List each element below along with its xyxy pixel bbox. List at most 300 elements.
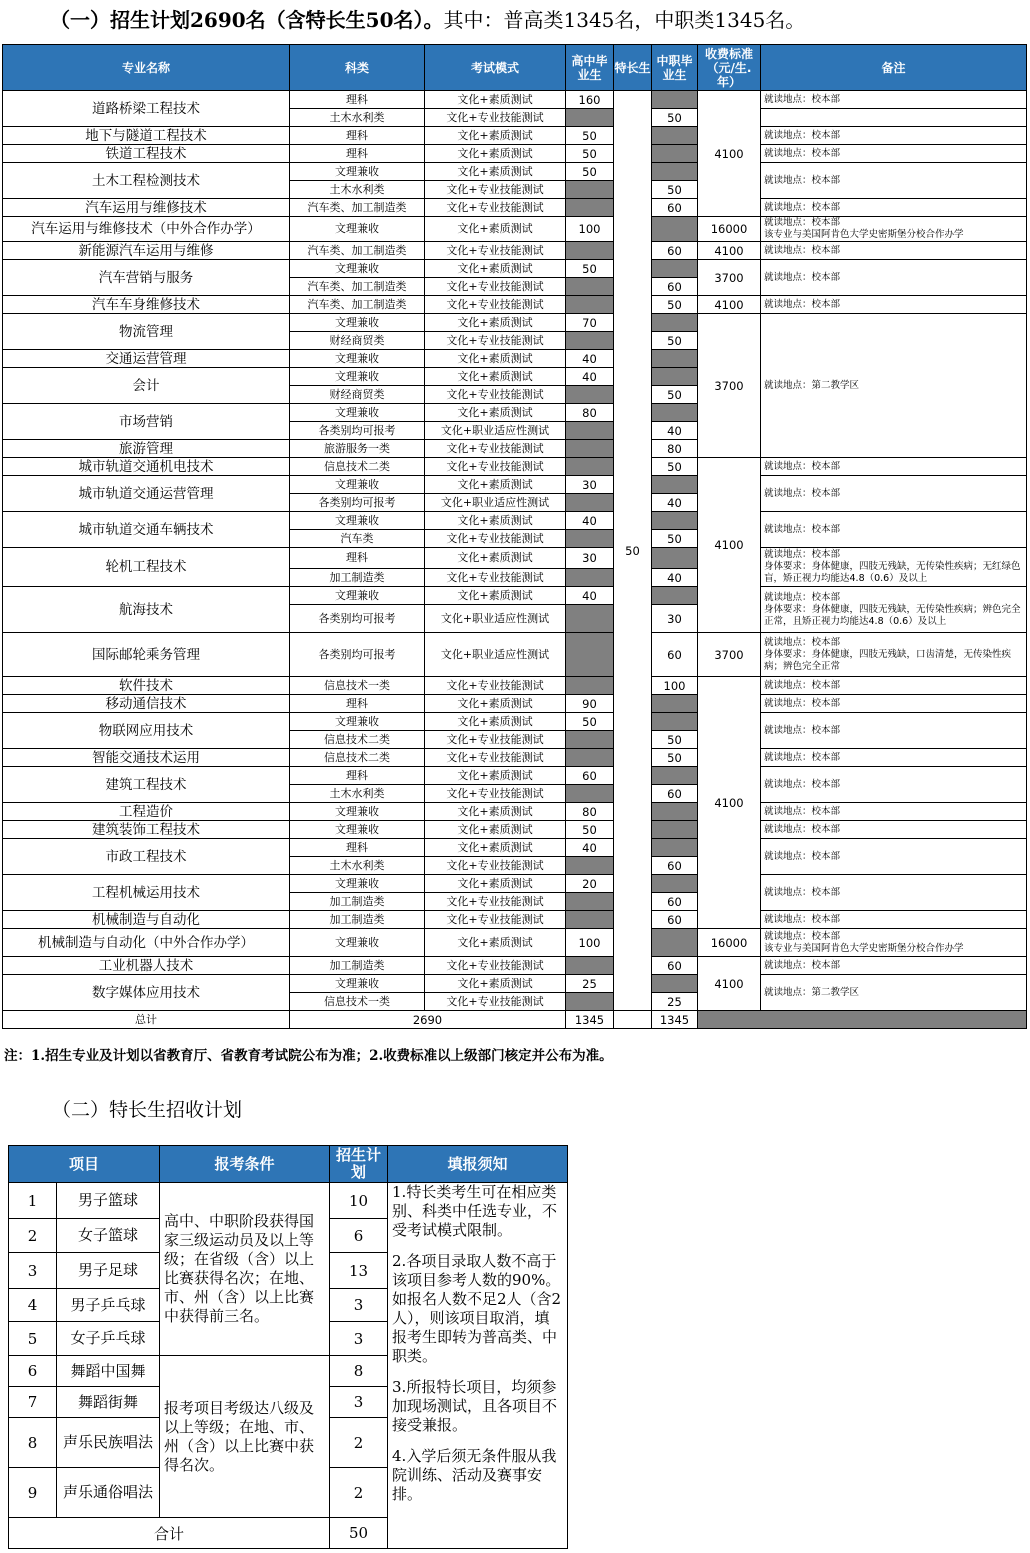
hs-quota [566,332,614,350]
hs-quota: 40 [566,350,614,368]
hs-quota: 50 [566,713,614,731]
subject-category: 汽车类、加工制造类 [290,199,425,217]
hs-quota [566,296,614,314]
major-name: 物流管理 [3,314,290,350]
table-row [3,929,1027,957]
col-exam-mode: 考试模式 [425,45,566,91]
exam-mode: 文化+专业技能测试 [425,893,566,911]
exam-mode: 文化+素质测试 [425,314,566,332]
fee: 4100 [698,677,761,929]
hs-quota [566,440,614,458]
vs-quota [652,695,698,713]
vs-quota [652,145,698,163]
remark: 就读地点：校本部 [761,767,1027,803]
item-name: 男子篮球 [57,1183,160,1219]
major-name: 汽车运用与维修技术（中外合作办学） [3,217,290,242]
table-row [3,839,1027,857]
hs-quota: 40 [566,839,614,857]
major-name: 物联网应用技术 [3,713,290,749]
item-number: 2 [9,1219,57,1253]
major-name: 新能源汽车运用与维修 [3,242,290,260]
subject-category: 土木水利类 [290,785,425,803]
hs-quota: 50 [566,163,614,181]
hs-quota [566,911,614,929]
table1-header-row [3,45,1027,91]
item-quota: 2 [330,1468,388,1518]
subject-category: 各类别均可报考 [290,633,425,677]
hs-quota [566,857,614,875]
exam-mode: 文化+专业技能测试 [425,278,566,296]
vs-quota: 40 [652,422,698,440]
subject-category: 加工制造类 [290,893,425,911]
vs-quota [652,929,698,957]
table-row [3,749,1027,767]
instruction-item: 1.特长类考生可在相应类别、科类中任选专业，不受考试模式限制。 [392,1183,558,1239]
table-row [3,296,1027,314]
vs-quota [652,821,698,839]
table-row [3,91,1027,109]
exam-mode: 文化+专业技能测试 [425,181,566,199]
remark: 就读地点：校本部 [761,749,1027,767]
item-quota: 6 [330,1219,388,1253]
table-row [3,127,1027,145]
table-row [3,199,1027,217]
vs-quota: 50 [652,749,698,767]
subject-category: 信息技术二类 [290,749,425,767]
remark: 就读地点：校本部 [761,296,1027,314]
vs-quota [652,350,698,368]
vs-quota: 60 [652,785,698,803]
major-name: 地下与隧道工程技术 [3,127,290,145]
major-name: 国际邮轮乘务管理 [3,633,290,677]
item-quota: 13 [330,1253,388,1289]
vs-quota: 100 [652,677,698,695]
fee: 4100 [698,458,761,633]
hs-quota: 40 [566,368,614,386]
subject-category: 文理兼收 [290,368,425,386]
subject-category: 土木水利类 [290,181,425,199]
item-name: 女子篮球 [57,1219,160,1253]
exam-mode: 文化+专业技能测试 [425,993,566,1011]
item-quota: 3 [330,1322,388,1356]
remark: 就读地点：校本部 [761,512,1027,548]
fee: 16000 [698,929,761,957]
exam-mode: 文化+职业适应性测试 [425,494,566,512]
exam-mode: 文化+专业技能测试 [425,109,566,127]
exam-mode: 文化+素质测试 [425,821,566,839]
remark: 就读地点：校本部 [761,957,1027,975]
vs-quota: 40 [652,494,698,512]
table-row [3,767,1027,785]
table-row [3,875,1027,893]
hs-quota [566,458,614,476]
instruction-item: 4.入学后须无条件服从我院训练、活动及赛事安排。 [392,1447,557,1503]
vs-quota: 60 [652,857,698,875]
exam-mode: 文化+专业技能测试 [425,458,566,476]
col-item: 项目 [9,1146,160,1183]
heading1-rest: 其中：普高类1345名，中职类1345名。 [443,8,806,32]
major-name: 汽车营销与服务 [3,260,290,296]
remark: 就读地点：校本部 该专业与美国阿肯色大学史密斯堡分校合作办学 [761,217,1027,242]
vs-quota: 50 [652,731,698,749]
item-name: 声乐民族唱法 [57,1418,160,1468]
hs-quota: 50 [566,127,614,145]
subject-category: 汽车类、加工制造类 [290,278,425,296]
exam-mode: 文化+素质测试 [425,260,566,278]
major-name: 建筑装饰工程技术 [3,821,290,839]
item-number: 8 [9,1418,57,1468]
exam-mode: 文化+素质测试 [425,368,566,386]
vs-quota [652,404,698,422]
hs-quota [566,278,614,296]
vs-quota: 80 [652,440,698,458]
table-row [3,242,1027,260]
item-quota: 2 [330,1418,388,1468]
exam-mode: 文化+专业技能测试 [425,199,566,217]
item-number: 6 [9,1356,57,1387]
item-quota: 3 [330,1289,388,1322]
exam-mode: 文化+专业技能测试 [425,857,566,875]
exam-mode: 文化+素质测试 [425,163,566,181]
table-row [3,821,1027,839]
subject-category: 信息技术一类 [290,993,425,1011]
hs-quota [566,605,614,633]
remark: 就读地点：第二教学区 [761,975,1027,1011]
vs-quota: 60 [652,893,698,911]
exam-mode: 文化+素质测试 [425,217,566,242]
instruction-item: 3.所报特长项目，均须参加现场测试，且各项目不接受兼报。 [392,1378,558,1434]
exam-mode: 文化+专业技能测试 [425,332,566,350]
subject-category: 理科 [290,127,425,145]
subject-category: 财经商贸类 [290,332,425,350]
remark: 就读地点：校本部 [761,91,1027,109]
exam-mode: 文化+专业技能测试 [425,749,566,767]
fee: 4100 [698,957,761,1011]
hs-quota [566,731,614,749]
vs-quota: 60 [652,633,698,677]
remark: 就读地点：校本部 [761,911,1027,929]
hs-quota [566,785,614,803]
condition-sports: 高中、中职阶段获得国家三级运动员及以上等级；在省级（含）以上比赛获得名次；在地、市、州（含）以上比赛中获得前三名。 [160,1183,330,1356]
hs-quota: 50 [566,260,614,278]
fee: 3700 [698,633,761,677]
subject-category: 汽车类 [290,530,425,548]
exam-mode: 文化+素质测试 [425,929,566,957]
col-subject: 科类 [290,45,425,91]
table2-body [9,1183,568,1549]
remark: 就读地点：校本部 该专业与美国阿肯色大学史密斯堡分校合作办学 [761,929,1027,957]
subject-category: 土木水利类 [290,109,425,127]
total-label: 总计 [3,1011,290,1029]
exam-mode: 文化+专业技能测试 [425,530,566,548]
vs-quota: 50 [652,109,698,127]
subject-category: 文理兼收 [290,975,425,993]
heading1-bold: （一）招生计划2690名（含特长生50名）。 [50,8,444,32]
subject-category: 文理兼收 [290,163,425,181]
vs-quota: 50 [652,458,698,476]
table-row [3,957,1027,975]
subject-category: 汽车类、加工制造类 [290,242,425,260]
subject-category: 文理兼收 [290,217,425,242]
subject-category: 文理兼收 [290,350,425,368]
hs-quota: 80 [566,404,614,422]
item-number: 7 [9,1387,57,1418]
major-name: 软件技术 [3,677,290,695]
exam-mode: 文化+素质测试 [425,875,566,893]
exam-mode: 文化+素质测试 [425,350,566,368]
table-row [3,633,1027,677]
table-row [3,163,1027,181]
total-gray [698,1011,1027,1029]
exam-mode: 文化+专业技能测试 [425,957,566,975]
major-name: 建筑工程技术 [3,767,290,803]
exam-mode: 文化+专业技能测试 [425,386,566,404]
hs-quota: 20 [566,875,614,893]
exam-mode: 文化+素质测试 [425,476,566,494]
subject-category: 文理兼收 [290,875,425,893]
fee: 3700 [698,314,761,458]
condition-arts: 报考项目考级达八级及以上等级；在地、市、州（含）以上比赛中获得名次。 [160,1356,330,1518]
subject-category: 信息技术二类 [290,458,425,476]
exam-mode: 文化+素质测试 [425,587,566,605]
vs-quota: 50 [652,530,698,548]
exam-mode: 文化+素质测试 [425,695,566,713]
remark: 就读地点：校本部 [761,821,1027,839]
major-name: 交通运营管理 [3,350,290,368]
hs-quota [566,386,614,404]
vs-quota [652,91,698,109]
exam-mode: 文化+职业适应性测试 [425,422,566,440]
subject-category: 文理兼收 [290,314,425,332]
subject-category: 汽车类、加工制造类 [290,296,425,314]
vs-quota [652,217,698,242]
remark: 就读地点：校本部 [761,677,1027,695]
table-row [3,512,1027,530]
footnote: 注：1.招生专业及计划以省教育厅、省教育考试院公布为准；2.收费标准以上级部门核定并公布为准。 [4,1048,613,1064]
vs-quota [652,368,698,386]
major-name: 移动通信技术 [3,695,290,713]
col-condition: 报考条件 [160,1146,330,1183]
vs-quota [652,163,698,181]
major-name: 城市轨道交通机电技术 [3,458,290,476]
item-name: 舞蹈中国舞 [57,1356,160,1387]
vs-quota: 60 [652,911,698,929]
vs-quota [652,975,698,993]
vs-quota [652,314,698,332]
hs-quota: 25 [566,975,614,993]
item-name: 男子乒乓球 [57,1289,160,1322]
remark: 就读地点：校本部 [761,713,1027,749]
vs-quota [652,548,698,569]
exam-mode: 文化+素质测试 [425,404,566,422]
table-row [9,1183,568,1219]
subject-category: 加工制造类 [290,957,425,975]
col-specialty: 特长生 [614,45,652,91]
item-quota: 3 [330,1387,388,1418]
major-name: 轮机工程技术 [3,548,290,587]
major-name: 市场营销 [3,404,290,440]
exam-mode: 文化+专业技能测试 [425,296,566,314]
vs-quota: 25 [652,993,698,1011]
table-row [3,803,1027,821]
major-name: 智能交通技术运用 [3,749,290,767]
vs-quota [652,127,698,145]
remark: 就读地点：校本部 [761,145,1027,163]
col-hs-grad: 高中毕业生 [566,45,614,91]
major-name: 土木工程检测技术 [3,163,290,199]
hs-quota [566,181,614,199]
vs-quota: 60 [652,242,698,260]
vs-quota [652,839,698,857]
hs-quota: 60 [566,767,614,785]
major-name: 城市轨道交通运营管理 [3,476,290,512]
remark [761,109,1027,127]
exam-mode: 文化+素质测试 [425,512,566,530]
vs-quota: 50 [652,181,698,199]
table-row [3,458,1027,476]
item-quota: 10 [330,1183,388,1219]
hs-quota [566,199,614,217]
hs-quota: 80 [566,803,614,821]
item-number: 3 [9,1253,57,1289]
major-name: 机械制造与自动化 [3,911,290,929]
remark: 就读地点：校本部 [761,458,1027,476]
remark: 就读地点：校本部 身体要求：身体健康，四肢无残缺，无传染性疾病；辨色完全正常，且矫正视力均能达4.8（0.6）及以上 [761,587,1027,633]
vs-quota: 40 [652,569,698,587]
table-row [3,260,1027,278]
major-name: 市政工程技术 [3,839,290,875]
hs-quota: 90 [566,695,614,713]
subject-category: 各类别均可报考 [290,422,425,440]
hs-quota: 30 [566,548,614,569]
subject-category: 文理兼收 [290,713,425,731]
subject-category: 文理兼收 [290,821,425,839]
item-name: 女子乒乓球 [57,1322,160,1356]
exam-mode: 文化+专业技能测试 [425,785,566,803]
table-row [3,476,1027,494]
hs-quota: 40 [566,512,614,530]
fee: 4100 [698,242,761,260]
remark: 就读地点：校本部 [761,476,1027,512]
subject-category: 财经商贸类 [290,386,425,404]
subject-category: 文理兼收 [290,512,425,530]
hs-quota [566,749,614,767]
vs-quota [652,767,698,785]
remark: 就读地点：校本部 [761,199,1027,217]
exam-mode: 文化+专业技能测试 [425,911,566,929]
major-name: 数字媒体应用技术 [3,975,290,1011]
item-quota: 8 [330,1356,388,1387]
fee: 16000 [698,217,761,242]
table-row [3,314,1027,332]
total-vs: 1345 [652,1011,698,1029]
section1-heading [50,4,805,33]
fee: 4100 [698,91,761,217]
exam-mode: 文化+素质测试 [425,975,566,993]
total-row [3,1011,1027,1029]
instructions [388,1183,568,1549]
vs-quota [652,260,698,278]
remark: 就读地点：校本部 [761,875,1027,911]
hs-quota [566,893,614,911]
table-row [3,911,1027,929]
exam-mode: 文化+素质测试 [425,127,566,145]
table-row [3,713,1027,731]
item-name: 声乐通俗唱法 [57,1468,160,1518]
major-name: 道路桥梁工程技术 [3,91,290,127]
hs-quota [566,569,614,587]
major-name: 旅游管理 [3,440,290,458]
vs-quota: 30 [652,605,698,633]
exam-mode: 文化+素质测试 [425,767,566,785]
subject-category: 理科 [290,548,425,569]
remark: 就读地点：校本部 [761,839,1027,875]
remark: 就读地点：校本部 [761,163,1027,199]
table1-body [3,91,1027,1029]
fee: 3700 [698,260,761,296]
item-number: 1 [9,1183,57,1219]
fee: 4100 [698,296,761,314]
total-label: 合计 [9,1518,330,1549]
vs-quota [652,512,698,530]
major-name: 工业机器人技术 [3,957,290,975]
vs-quota: 50 [652,332,698,350]
exam-mode: 文化+素质测试 [425,839,566,857]
subject-category: 各类别均可报考 [290,605,425,633]
subject-category: 文理兼收 [290,404,425,422]
exam-mode: 文化+专业技能测试 [425,677,566,695]
remark: 就读地点：校本部 [761,695,1027,713]
vs-quota [652,713,698,731]
instruction-item: 2.各项目录取人数不高于该项目参考人数的90%。如报名人数不足2人（含2人），则该项目取消，填报考生即转为普高类、中职类。 [392,1252,562,1365]
item-name: 男子足球 [57,1253,160,1289]
total-specialty-blank [614,1011,652,1029]
total-all: 2690 [290,1011,566,1029]
subject-category: 信息技术二类 [290,731,425,749]
exam-mode: 文化+专业技能测试 [425,731,566,749]
table2-header-row [9,1146,568,1183]
subject-category: 旅游服务一类 [290,440,425,458]
remark: 就读地点：校本部 [761,242,1027,260]
item-number: 9 [9,1468,57,1518]
major-name: 航海技术 [3,587,290,633]
hs-quota [566,242,614,260]
remark: 就读地点：校本部 身体要求：身体健康，四肢无残缺，无传染性疾病；无红绿色盲，矫正视力均能达4.8（0.6）及以上 [761,548,1027,587]
col-quota: 招生计划 [330,1146,388,1183]
subject-category: 理科 [290,767,425,785]
exam-mode: 文化+专业技能测试 [425,440,566,458]
subject-category: 理科 [290,839,425,857]
vs-quota [652,803,698,821]
total-value: 50 [330,1518,388,1549]
hs-quota [566,957,614,975]
table-row [3,695,1027,713]
subject-category: 理科 [290,695,425,713]
hs-quota [566,993,614,1011]
hs-quota [566,633,614,677]
hs-quota: 100 [566,929,614,957]
hs-quota [566,494,614,512]
vs-quota: 60 [652,957,698,975]
major-name: 铁道工程技术 [3,145,290,163]
exam-mode: 文化+素质测试 [425,713,566,731]
hs-quota: 40 [566,587,614,605]
subject-category: 理科 [290,145,425,163]
subject-category: 信息技术一类 [290,677,425,695]
subject-category: 各类别均可报考 [290,494,425,512]
col-remark: 备注 [761,45,1027,91]
section2-heading: （二）特长生招收计划 [52,1099,243,1121]
